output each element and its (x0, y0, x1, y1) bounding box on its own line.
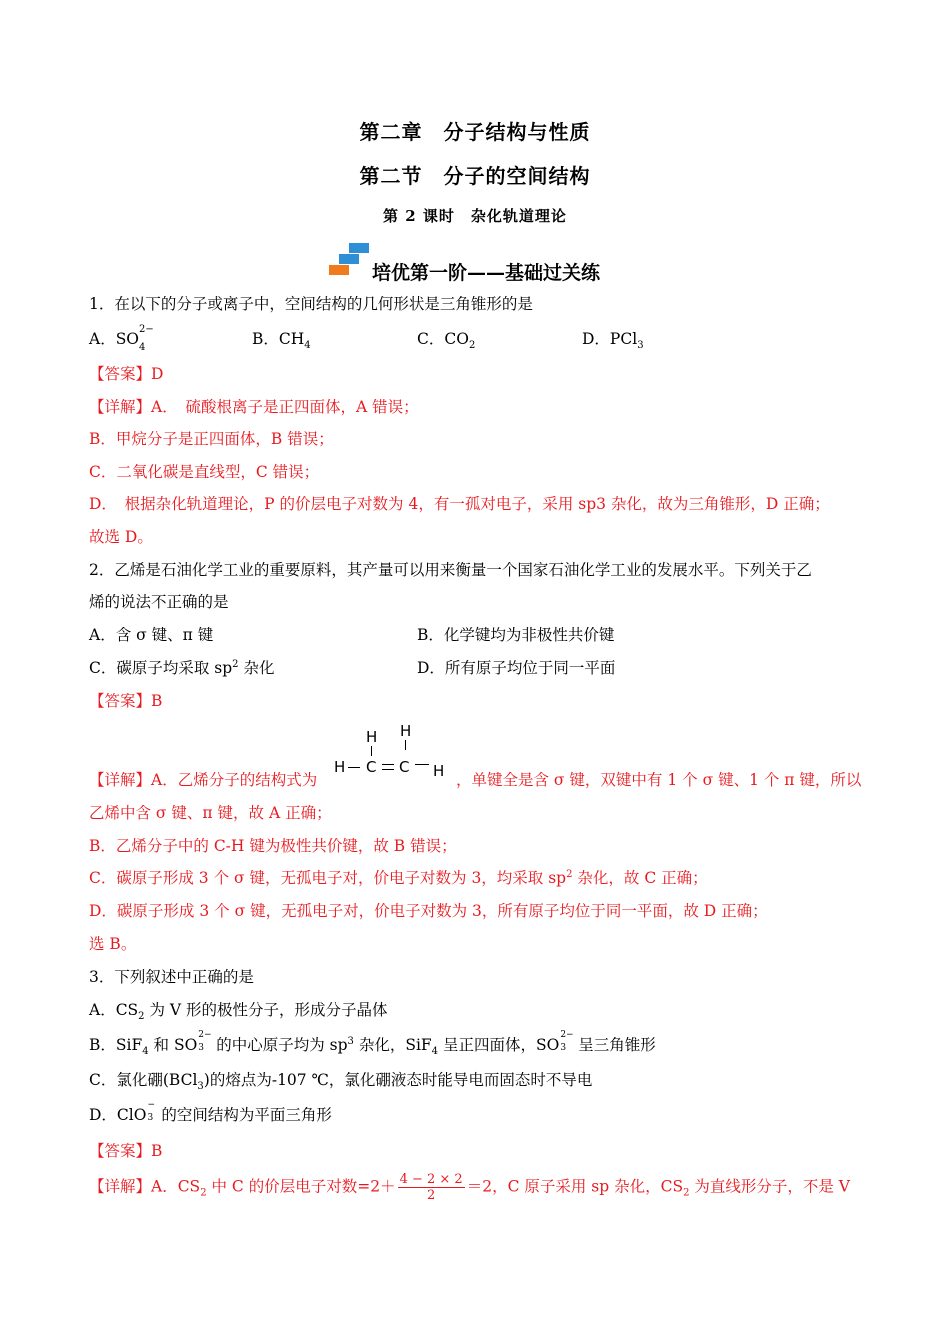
q1-option-c: C．$CO_2$ (417, 330, 476, 352)
q3-stem: 3．下列叙述中正确的是 (89, 968, 254, 986)
q2-option-a: A．含 σ 键、π 键 (89, 626, 214, 644)
lesson-title: 第 2 课时 杂化轨道理论 (383, 207, 567, 225)
q1-detail-line: 【详解】A． 硫酸根离子是正四面体，A 错误； (89, 398, 419, 416)
ethylene-structure: H H H C C H (334, 722, 445, 780)
level-title: 培优第一阶——基础过关练 (372, 262, 601, 284)
q1-option-b: B．$CH_4$ (252, 330, 311, 352)
q1-detail-line: C．二氧化碳是直线型，C 错误； (89, 463, 320, 481)
q2-answer: 【答案】B (89, 692, 163, 710)
q1-option-a: A．$SO^{2-}$ 4 (89, 323, 154, 353)
q2-detail-line: B．乙烯分子中的 C-H 键为极性共价键，故 B 错误； (89, 837, 457, 855)
q3-option-b: B．SiF$_4$ 和 SO 2− 3 的中心原子均为 $sp^3$ 杂化，SiF$_4$ 呈正四面体，SO 2− 3 呈三角锥形 (89, 1030, 656, 1058)
q3-option-d: D．ClO − 3 的空间结构为平面三角形 (89, 1100, 332, 1124)
q2-option-c: C．碳原子均采取 $sp^2$ 杂化 (89, 658, 275, 677)
q1-detail-line: D． 根据杂化轨道理论，P 的价层电子对数为 4，有一孤对电子，采用 sp3 杂化，故为三角锥形，D 正确； (89, 495, 830, 513)
q2-stem: 烯的说法不正确的是 (89, 593, 229, 611)
q2-detail-line: D．碳原子形成 3 个 σ 键，无孤电子对，价电子对数为 3，所有原子均位于同一平面，故 D 正确； (89, 902, 768, 920)
q2-detail-line: C．碳原子形成 3 个 σ 键，无孤电子对，价电子对数为 3，均采取 $sp^2$ 杂化，故 C 正确； (89, 868, 708, 887)
q2-detail-line: ，单键全是含 σ 键，双键中有 1 个 σ 键、1 个 π 键，所以 (456, 771, 862, 789)
q2-option-d: D．所有原子均位于同一平面 (417, 659, 616, 677)
q2-detail-line: 选 B。 (89, 935, 137, 953)
section-title: 第二节 分子的空间结构 (359, 164, 591, 188)
q3-option-a: A．$CS_2$ 为 V 形的极性分子，形成分子晶体 (89, 1001, 388, 1023)
q1-option-d: D．PCl$_3$ (582, 330, 644, 352)
q3-answer: 【答案】B (89, 1142, 163, 1160)
q1-detail-line: B．甲烷分子是正四面体，B 错误； (89, 430, 334, 448)
q1-answer: 【答案】D (89, 365, 164, 383)
q2-option-b: B．化学键均为非极性共价键 (417, 626, 615, 644)
q1-detail-line: 故选 D。 (89, 528, 153, 546)
steps-icon (327, 243, 371, 279)
q2-detail-line: 【详解】A．乙烯分子的结构式为 (89, 771, 318, 789)
fraction: $\frac{4 - 2 \times 2}{2}$ (399, 1172, 463, 1203)
q2-stem: 2．乙烯是石油化学工业的重要原料，其产量可以用来衡量一个国家石油化学工业的发展水平。下列关于乙 (89, 561, 812, 579)
q2-detail-line: 乙烯中含 σ 键、π 键，故 A 正确； (89, 804, 332, 822)
q1-stem: 1．在以下的分子或离子中，空间结构的几何形状是三角锥形的是 (89, 295, 533, 313)
q3-detail-line: 【详解】A．$CS_2$ 中 C 的价层电子对数=2＋ $\frac{4 - 2 \times 2}{2}$ ＝2，C 原子采用 sp 杂化，$CS_2$ 为直线形分子，不是 V (89, 1172, 850, 1203)
q3-option-c: C．氯化硼(BCl$_3$)的熔点为-107 ℃，氯化硼液态时能导电而固态时不导电 (89, 1071, 593, 1093)
chapter-title: 第二章 分子结构与性质 (359, 120, 591, 144)
